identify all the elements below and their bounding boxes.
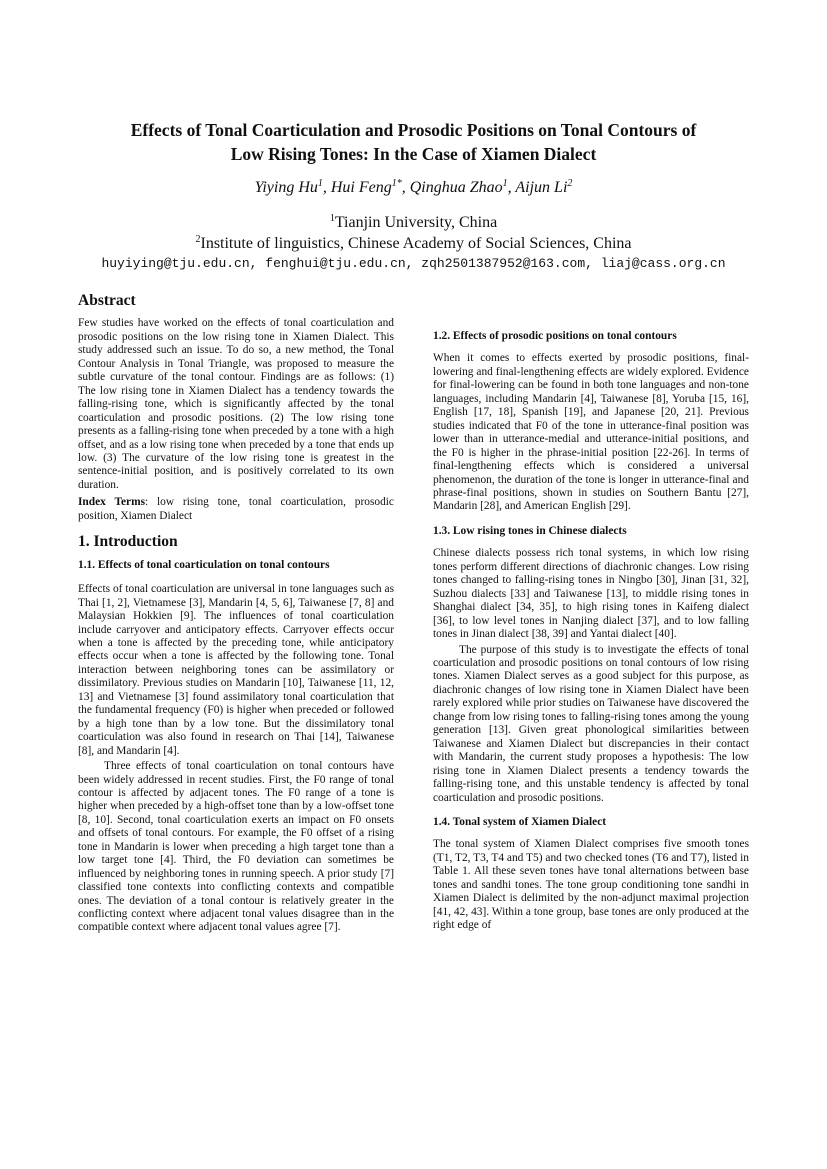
introduction-heading: 1. Introduction [78,533,178,551]
affiliation-text: Tianjin University, China [334,214,498,231]
author-separator: , [401,179,410,196]
author-affil-mark: 1* [391,178,402,189]
index-terms-label: Index Terms [78,496,146,509]
author-emails: huyiying@tju.edu.cn, fenghui@tju.edu.cn, zqh2501387952@163.com, liaj@cass.org.cn [101,256,726,271]
author-name: Qinghua Zhao [409,179,503,196]
subsection-heading-1-4: 1.4. Tonal system of Xiamen Dialect [433,815,607,828]
abstract-heading: Abstract [78,292,136,309]
right-column [433,290,749,933]
body-paragraph: The tonal system of Xiamen Dialect comprises five smooth tones (T1, T2, T3, T4 and T5) and two checked tones (T6 and T7), listed in Table 1. All these seven tones have tonal alternations between base tones and sandhi tones. The tone group conditioning tone sandhi in Xiamen Dialect is delimited by the non-adjunct maximal projection [41, 42, 43]. Within a tone group, base tones are only produced at the right edge of [433,838,749,932]
body-paragraph: The purpose of this study is to investigate the effects of tonal coarticulation and prosodic positions on tonal contours of low rising tones. Xiamen Dialect serves as a good subject for this purpose, as diachronic changes of low rising tone in Xiamen Dialect have been rarely explored while prior studies on Taiwanese have discovered the change from low rising tones to falling-rising tones among the young generation [13]. Given great phonological similarities between Taiwanese and Xiamen Dialect but discrepancies in their contact with Mandarin, the current study proposes a hypothesis: The low rising tone in Xiamen Dialect presents a tendency towards the falling-rising tone, and this unstable tendency is affected by tonal coarticulation and prosodic positions. [433,643,749,804]
body-paragraph: Chinese dialects possess rich tonal systems, in which low rising tones perform different directions of diachronic changes. Low rising tones changed to falling-rising tones in Ningbo [30], Jinan [31, 32], Suzhou dialects [33] and Taiwanese [13], to middle rising tones in Shanghai dialect [34, 35], to high rising tones in Kaifeng dialect [36], to low level tones in Nanjing dialect [37], and to low falling tones in Jinan dialect [38, 39] and Yantai dialect [40]. [433,547,749,641]
author-name: Hui Feng [330,179,392,196]
author-separator: , [507,179,516,196]
author-affil-mark: 1 [502,178,508,189]
body-paragraph: When it comes to effects exerted by prosodic positions, final-lowering and final-lengthening effects are widely explored. Evidence for final-lowering can be found in both tone languages and non-tone languages, including Mandarin [4], Taiwanese [8], Yoruba [15, 16], English [17, 18], Spanish [19], and Japanese [20, 21]. Previous studies indicated that F0 of the tone in utterance-final position was lower than in utterance-medial and utterance-initial positions, and the F0 is higher in the phrase-initial position [22-26]. In terms of final-lengthening effects which is considered a universal phenomenon, the duration of the tone is longer in utterance-final and phrase-final positions, shown in studies on Southern Bantu [27], Mandarin [28], and American English [29]. [433,352,749,513]
affiliation-2 [40,234,787,254]
index-terms [78,496,394,523]
abstract-text: Few studies have worked on the effects of tonal coarticulation and prosodic positions on the low rising tone in Xiamen Dialect. This study addressed such an issue. To do so, a new method, the Tonal Contour Analysis in Tonal Triangle, was proposed to measure the subtle curvature of the tonal contour. Findings are as follows: (1) The low rising tone in Xiamen Dialect has a tendency towards the falling-rising tone, which is significantly affected by the tonal coarticulation and prosodic positions. (2) The low rising tone presents as a falling-rising tone when preceded by a tone with a high offset, and as a low rising tone when preceded by a tone that ends up low. (3) The curvature of the low rising tone is greatest in the sentence-initial position, and is positively correlated to its own duration. [78,317,394,491]
affiliation-mark: 1 [329,213,335,224]
author-list [60,178,767,198]
index-terms-list: : low rising tone, tonal coarticulation, prosodic position, Xiamen Dialect [78,496,394,522]
author-affil-mark: 1 [317,178,323,189]
subsection-heading-1-1: 1.1. Effects of tonal coarticulation on tonal contours [78,558,330,571]
intro-paragraph: Effects of tonal coarticulation are universal in tone languages such as Thai [1, 2], Vietnamese [3], Mandarin [4, 5, 6], Taiwanese [7, 8] and Malaysian Hokkien [9]. The influences of tonal coarticulation include carryover and anticipatory effects. Carryover effects occur when a tone is affected by the preceding tone, while anticipatory effects occur when a tone is affected by the following tone. Tonal interaction between neighboring tones can be assimilatory or dissimilatory. Previous studies on Mandarin [10], Taiwanese [11, 12, 13] and Vietnamese [3] found assimilatory tonal coarticulation that the fundamental frequency (F0) is higher when preceded or followed by a high tone than by a low tone. But the dissimilatory tonal coarticulation was also found in research on Thai [14], Taiwanese [8], and Mandarin [4]. [78,583,394,757]
left-column [78,294,394,935]
affiliation-1 [40,213,787,233]
title-line-1: Effects of Tonal Coarticulation and Prosodic Positions on Tonal Contours of [130,120,697,140]
author-name: Aijun Li [515,179,568,196]
author-affil-mark: 2 [567,178,573,189]
subsection-heading-1-3: 1.3. Low rising tones in Chinese dialects [433,524,627,537]
author-name: Yiying Hu [254,179,318,196]
paper-title [60,118,767,166]
author-separator: , [322,179,331,196]
affiliation-text: Institute of linguistics, Chinese Academy of Social Sciences, China [200,235,632,252]
title-line-2: Low Rising Tones: In the Case of Xiamen Dialect [230,144,597,164]
subsection-heading-1-2: 1.2. Effects of prosodic positions on tonal contours [433,330,677,342]
intro-paragraph: Three effects of tonal coarticulation on tonal contours have been widely addressed in recent studies. First, the F0 range of tonal contour is affected by adjacent tones. The F0 range of a tone is higher when preceded by a high-offset tone than by a low-offset tone [8, 10]. Second, tonal coarticulation exerts an impact on F0 onsets and offsets of tonal contours. For example, the F0 offset of a rising tone in Mandarin is lower when preceding a high target tone than a low target tone [4]. Third, the F0 deviation can sometimes be influenced by neighboring tones in running speech. A prior study [7] classified tone contexts into conflicting contexts and compatible ones. The deviation of a tonal contour is relatively greater in the conflicting context where adjacent tonal values disagree than in the compatible context where adjacent tonal values agree [7]. [78,760,394,934]
affiliation-mark: 2 [195,234,201,245]
